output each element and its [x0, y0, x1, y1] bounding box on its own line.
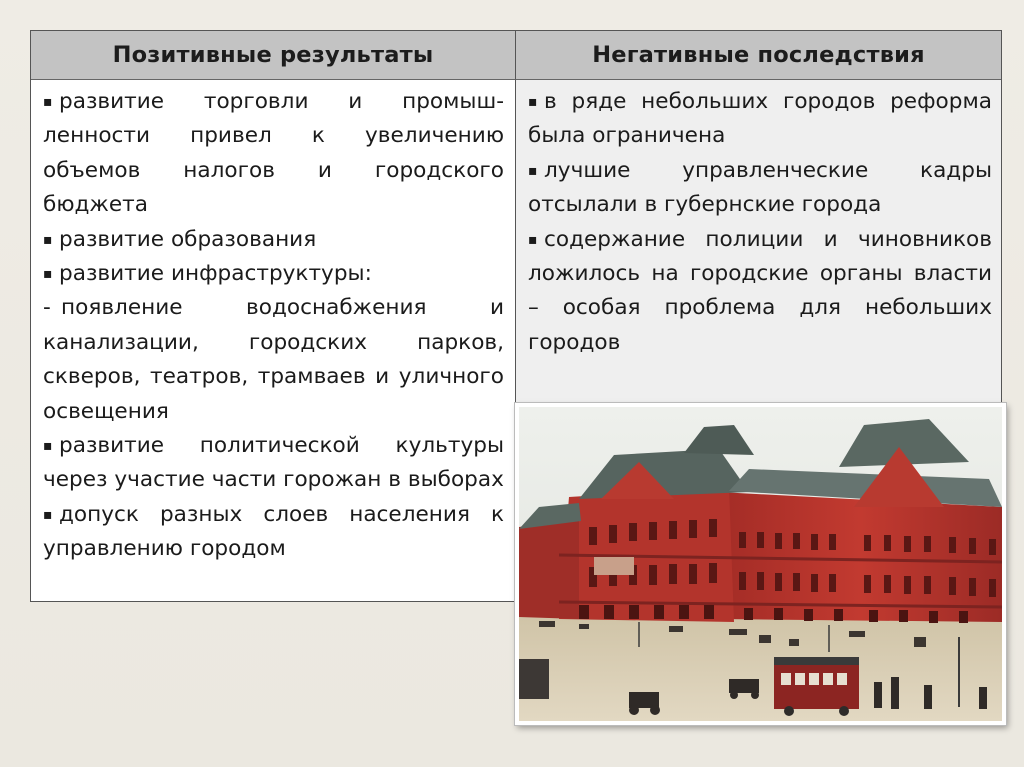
- positive-item: [43, 257, 504, 291]
- bullet-marker: ▪: [528, 162, 538, 179]
- bullet-marker: ▪: [528, 231, 538, 248]
- negative-list: [528, 85, 992, 360]
- negative-item-text: содержание полиции и чиновников ложилось на городские органы власти – особая проблема для небольших городов: [528, 226, 992, 355]
- bullet-marker: ▪: [43, 438, 53, 455]
- positive-item-text: допуск разных слоев населения к управлению городом: [43, 501, 504, 562]
- photo-illustration: [519, 407, 1002, 721]
- positive-item: [43, 498, 504, 567]
- positive-item-text: развитие инфраструктуры:: [59, 261, 372, 287]
- positive-item: [43, 85, 504, 223]
- negative-item: [528, 85, 992, 154]
- bullet-marker: ▪: [43, 506, 53, 523]
- positive-item: [43, 223, 504, 257]
- positive-item: [43, 291, 504, 429]
- positive-item-text: появление водоснабжения и канализации, городских парков, скверов, театров, трамваев и уличного освещения: [43, 295, 504, 424]
- bullet-marker: ▪: [43, 231, 53, 248]
- positive-item-text: развитие образования: [59, 226, 317, 252]
- positive-list: [43, 85, 504, 567]
- bullet-marker: ▪: [43, 266, 53, 283]
- header-positive: Позитивные результаты: [31, 31, 516, 80]
- positive-item-text: развитие политической культуры через участие части горожан в выборах: [43, 433, 504, 493]
- bullet-marker: ▪: [43, 94, 53, 110]
- negative-item: [528, 154, 992, 223]
- negative-item-text: лучшие управленческие кадры отсылали в губернские города: [528, 157, 992, 218]
- bullet-marker: ▪: [528, 94, 538, 110]
- positive-cell: [31, 80, 516, 601]
- dash-marker: -: [43, 295, 51, 321]
- positive-item-text: развитие торговли и промыш-ленности привел к увеличению объемов налогов и городского бюджета: [43, 89, 504, 218]
- city-duma-photo: [515, 403, 1006, 725]
- header-negative: Негативные последствия: [516, 31, 1001, 80]
- negative-item-text: в ряде небольших городов реформа была ограничена: [528, 89, 992, 149]
- positive-item: [43, 429, 504, 498]
- negative-item: [528, 223, 992, 361]
